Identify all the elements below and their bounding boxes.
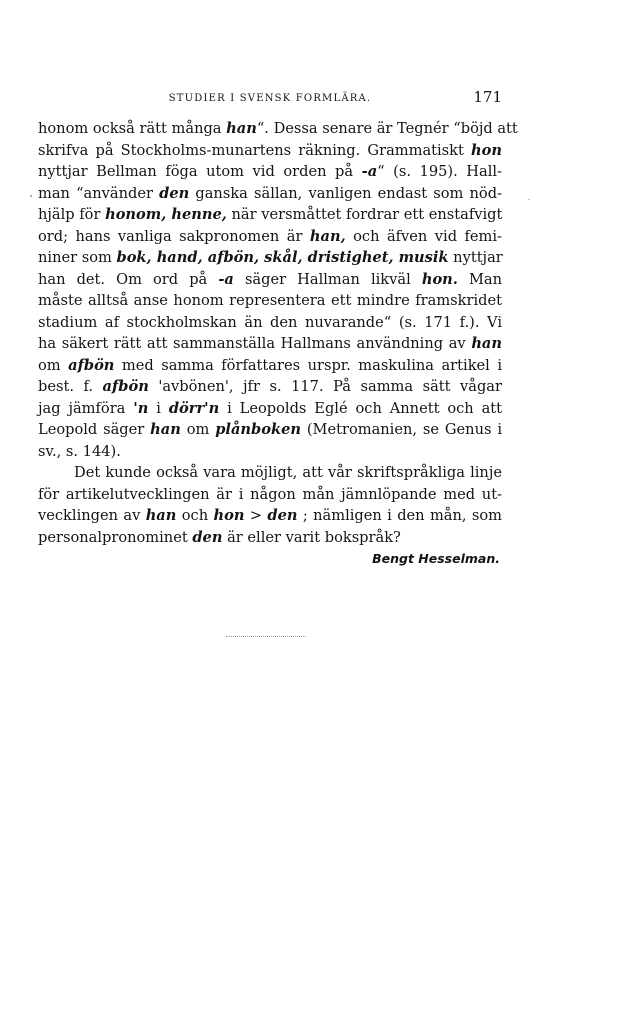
text-line xyxy=(38,333,502,355)
text-line xyxy=(38,140,502,162)
text-run: om xyxy=(38,356,69,374)
text-line xyxy=(38,376,502,398)
text-run: ord; hans vanliga sakpronomen är xyxy=(38,227,310,245)
text-run: när versmåttet fordrar ett enstafvigt xyxy=(226,206,503,223)
text-run: > xyxy=(244,507,268,524)
italic-term: bok, hand, afbön, skål, dristighet, musik xyxy=(116,249,449,266)
text-run: jag jämföra xyxy=(38,399,134,417)
italic-term: den xyxy=(192,528,223,546)
text-line xyxy=(38,183,502,205)
page-number: 171 xyxy=(473,88,502,106)
text-run: säger Hallman likväl xyxy=(233,270,422,288)
text-run: skrifva på Stockholms-munartens räkning. Grammatiskt xyxy=(38,141,472,159)
text-run: i xyxy=(148,399,169,417)
text-run: är eller varit bokspråk? xyxy=(222,528,401,546)
text-run: i Leopolds Eglé och Annett och att xyxy=(219,399,503,417)
italic-term: -a xyxy=(361,163,378,180)
text-run: och äfven vid femi- xyxy=(345,227,502,245)
italic-term: hon. xyxy=(421,270,458,288)
text-line xyxy=(38,312,502,334)
text-run: 'avbönen', jfr s. 117. På samma sätt vågar xyxy=(148,378,502,395)
text-run: hjälp för xyxy=(38,206,106,223)
italic-term: han xyxy=(145,507,177,524)
text-line xyxy=(38,355,502,377)
text-run: om xyxy=(180,421,216,438)
italic-term: 'n xyxy=(133,399,149,417)
text-run: för artikelutvecklingen är i någon mån jämnlöpande med ut- xyxy=(38,485,502,503)
text-line xyxy=(38,161,502,183)
text-run: Leopold säger xyxy=(38,421,151,438)
text-run: med samma författares urspr. maskulina artikel i xyxy=(114,356,502,374)
signature: Bengt Hesselman. xyxy=(372,551,500,566)
text-line xyxy=(38,118,518,140)
text-line xyxy=(38,226,502,248)
text-line xyxy=(38,484,502,506)
text-run: nyttjar Bellman föga utom vid orden på xyxy=(38,163,362,180)
italic-term: afbön xyxy=(68,356,115,374)
text-line xyxy=(38,247,502,269)
text-run: Man xyxy=(457,270,502,288)
text-run: Det kunde också vara möjligt, att vår skriftspråkliga linje xyxy=(74,464,502,481)
text-run: niner som xyxy=(38,249,117,266)
text-run: personalpronominet xyxy=(38,528,193,546)
text-line xyxy=(38,269,502,291)
italic-term: han xyxy=(471,335,502,352)
italic-term: hon xyxy=(471,141,502,159)
margin-dot-mark: · xyxy=(528,197,530,204)
italic-term: plånboken xyxy=(215,421,301,438)
text-line xyxy=(38,419,502,441)
text-line xyxy=(38,290,502,312)
text-line xyxy=(38,204,502,226)
running-head xyxy=(38,88,502,108)
text-line xyxy=(38,505,502,527)
text-run: (Metromanien, se Genus i xyxy=(300,421,502,438)
text-run: “. Dessa senare är Tegnér “böjd att xyxy=(256,120,518,137)
margin-tick-mark: ' xyxy=(30,194,33,203)
library-stamp-trace xyxy=(226,636,306,638)
italic-term: den xyxy=(159,184,190,202)
text-line xyxy=(38,398,502,420)
text-line xyxy=(38,527,502,549)
italic-term: dörr'n xyxy=(168,399,220,417)
italic-term: -a xyxy=(218,270,234,288)
text-run: och xyxy=(176,507,214,524)
body-text xyxy=(38,118,518,570)
text-run: “ (s. 195). Hall- xyxy=(377,163,502,180)
text-run: måste alltså anse honom representera ett mindre framskridet xyxy=(38,292,502,309)
italic-term: honom, henne, xyxy=(105,206,227,223)
running-title: STUDIER I SVENSK FORMLÄRA. xyxy=(168,93,372,104)
text-run: ha säkert rätt att sammanställa Hallmans användning av xyxy=(38,335,472,352)
text-run: stadium af stockholmskan än den nuvarande“ (s. 171 f.). Vi xyxy=(38,313,502,331)
text-run: ; nämligen i den mån, som xyxy=(297,507,503,524)
text-run: best. f. xyxy=(38,378,103,395)
text-run: vecklingen av xyxy=(38,507,146,524)
text-line xyxy=(38,462,502,484)
text-line xyxy=(38,441,502,463)
text-run: man “använder xyxy=(38,184,160,202)
text-run: honom också rätt många xyxy=(38,120,227,137)
italic-term: han xyxy=(226,120,257,137)
italic-term: han, xyxy=(309,227,346,245)
text-run: ganska sällan, vanligen endast som nöd- xyxy=(189,184,502,202)
text-run: nyttjar xyxy=(448,249,503,266)
italic-term: den xyxy=(267,507,298,524)
italic-term: afbön xyxy=(102,378,149,395)
text-run: sv., s. 144). xyxy=(38,442,121,460)
text-run: han det. Om ord på xyxy=(38,270,219,288)
italic-term: han xyxy=(150,421,181,438)
italic-term: hon xyxy=(213,507,245,524)
